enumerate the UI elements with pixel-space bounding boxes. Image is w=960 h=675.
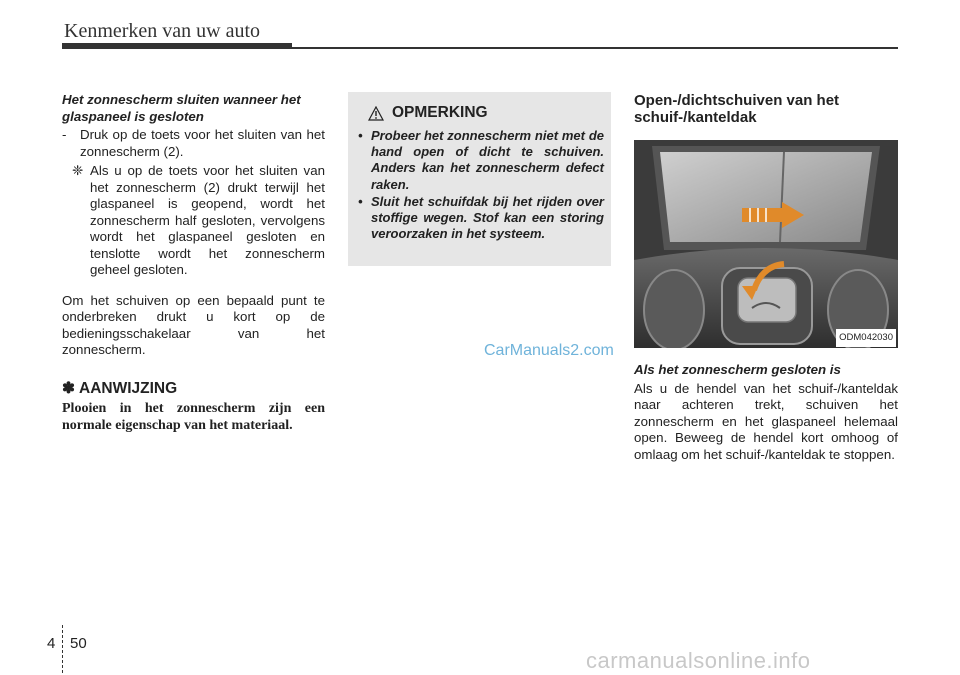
- body-paragraph: Om het schuiven op een bepaald punt te onderbreken drukt u kort op de bedieningsschakelaar van het zonnescherm.: [62, 292, 325, 357]
- section-number: 4: [47, 635, 56, 652]
- list-item: [356, 128, 604, 193]
- page-number-separator: [62, 625, 63, 673]
- aanwijzing-text: Plooien in het zonnescherm zijn een normale eigenschap van het materiaal.: [62, 401, 325, 433]
- aanwijzing-icon: ✽: [62, 379, 75, 397]
- bullet-icon: •: [358, 128, 363, 143]
- page-header-title: Kenmerken van uw auto: [64, 20, 261, 42]
- dash-marker: -: [62, 127, 67, 142]
- header-rule: [292, 47, 898, 49]
- opmerking-list: [356, 128, 604, 243]
- footer-watermark[interactable]: carmanualsonline.info: [586, 648, 811, 673]
- note-item: [62, 163, 325, 279]
- aanwijzing-title: AANWIJZING: [79, 379, 178, 397]
- opmerking-box: [348, 92, 611, 266]
- opmerking-heading: [368, 104, 488, 122]
- left-column: [62, 92, 325, 434]
- right-column: [634, 92, 898, 463]
- note-text: Als u op de toets voor het sluiten van het zonnescherm (2) drukt terwijl het glaspaneel is geopend, wordt het zonnescherm half gesloten, vervolgens wordt het glaspaneel gesloten en tenslotte wordt het zonnescherm geheel gesloten.: [90, 163, 325, 277]
- watermark-link[interactable]: CarManuals2.com: [484, 342, 614, 359]
- note-icon: ❈: [72, 163, 84, 178]
- aanwijzing-heading: [62, 381, 325, 398]
- opmerking-title: OPMERKING: [392, 104, 488, 121]
- page-number: 50: [70, 635, 87, 652]
- section-heading: Het zonnescherm sluiten wanneer het glaspaneel is gesloten: [62, 92, 301, 124]
- sunroof-figure: [634, 140, 898, 348]
- figure-subheading: Als het zonnescherm gesloten is: [634, 362, 841, 377]
- list-item: [356, 194, 604, 243]
- sunroof-illustration: [634, 140, 898, 348]
- instruction-item: [62, 127, 325, 160]
- header-bar: [62, 43, 292, 49]
- section-title: Open-/dichtschuiven van het schuif-/kanteldak: [634, 92, 840, 126]
- instruction-text: Druk op de toets voor het sluiten van het zonnescherm (2).: [80, 127, 325, 159]
- list-item-text: Probeer het zonnescherm niet met de hand open of dicht te schuiven. Anders kan het zonnescherm defect raken.: [371, 128, 604, 192]
- figure-code: ODM042030: [836, 329, 896, 348]
- body-paragraph: Als u de hendel van het schuif-/kanteldak naar achteren trekt, schuiven het zonnescherm en het glaspaneel helemaal open. Beweeg de hendel kort omhoog of omlaag om het schuif-/kanteldak te stoppen.: [634, 380, 898, 462]
- list-item-text: Sluit het schuifdak bij het rijden over stoffige wegen. Stof kan een storing veroorzaken in het systeem.: [371, 193, 604, 242]
- warning-icon: [368, 106, 384, 121]
- bullet-icon: •: [358, 193, 363, 209]
